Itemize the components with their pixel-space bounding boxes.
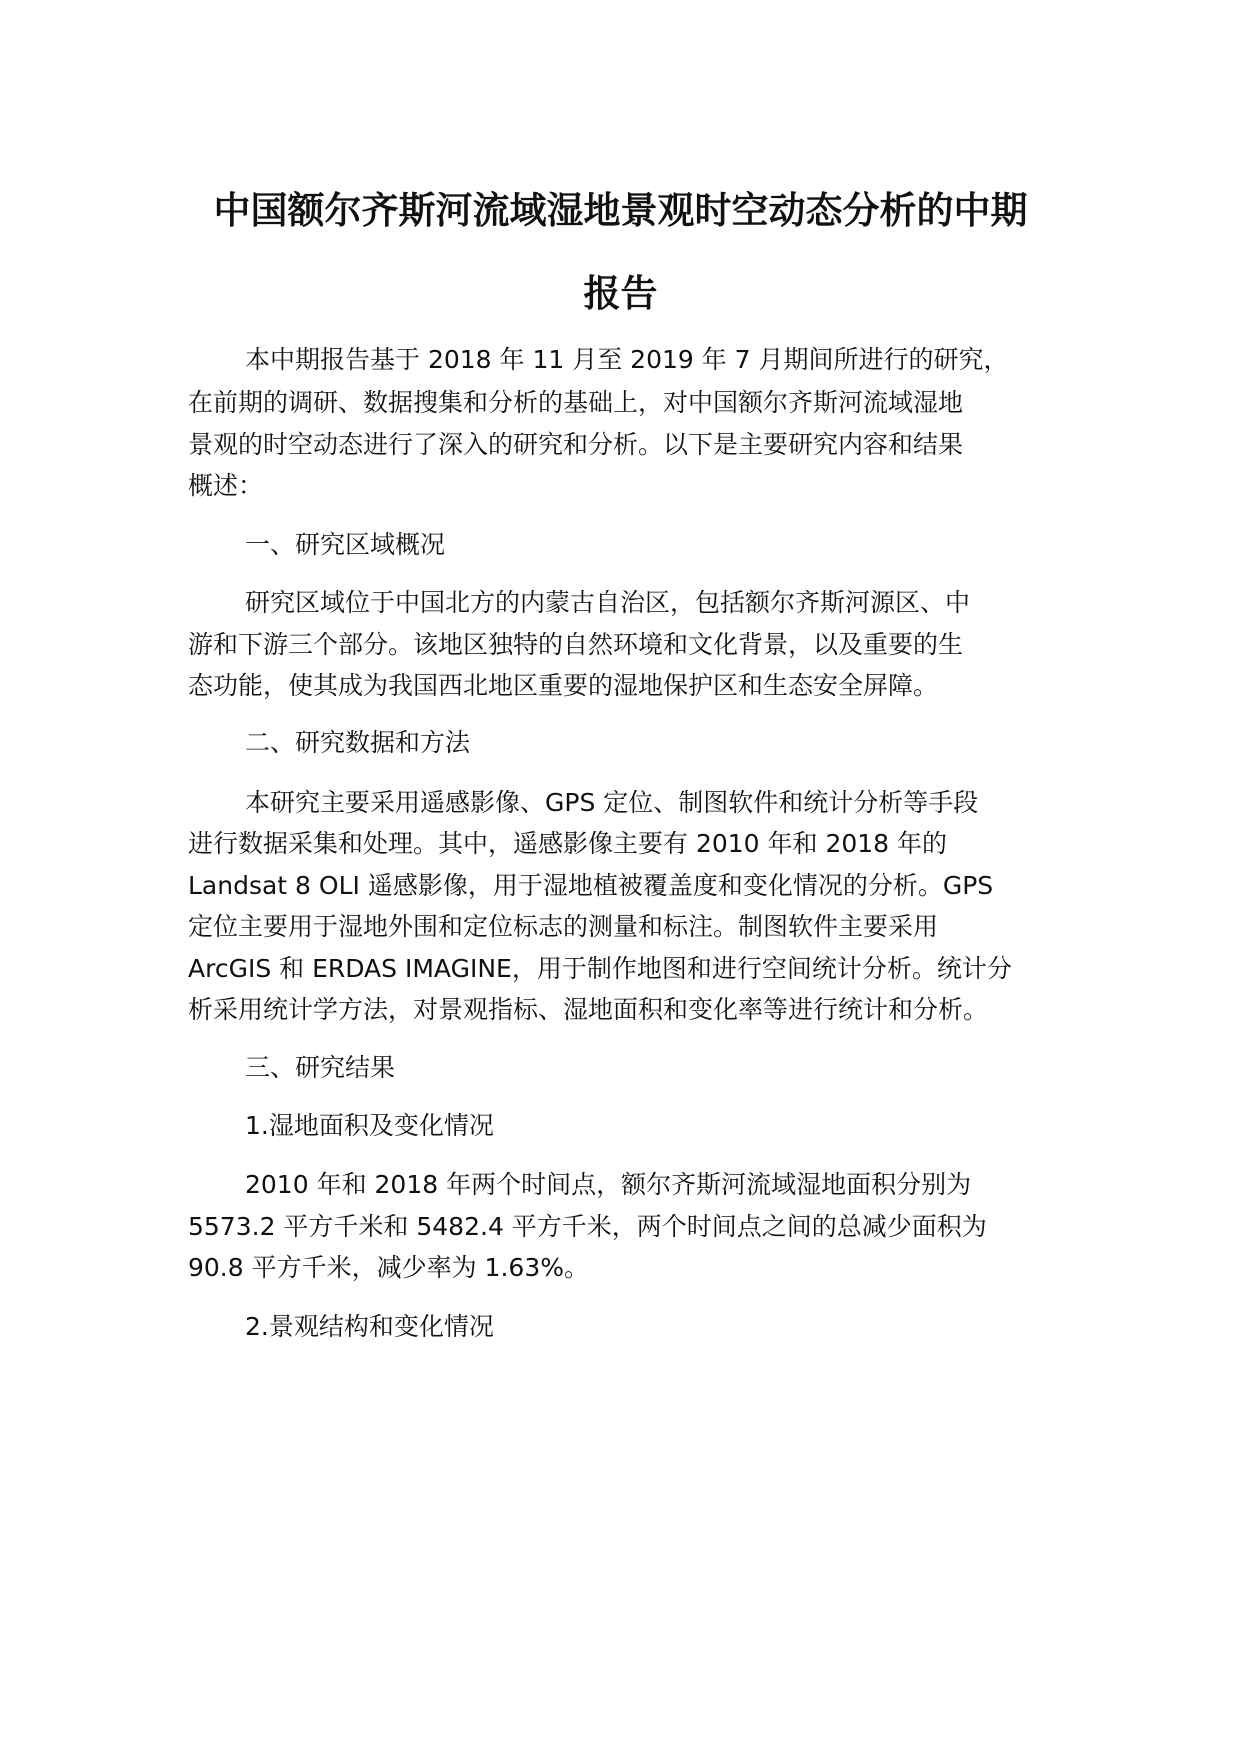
subsection1-line-1: 2010 年和 2018 年两个时间点，额尔齐斯河流域湿地面积分别为 [245, 1170, 972, 1199]
intro-line-3: 景观的时空动态进行了深入的研究和分析。以下是主要研究内容和结果 [188, 430, 964, 459]
subsection1-heading: 1.湿地面积及变化情况 [245, 1111, 494, 1140]
section2-line-6: 析采用统计学方法，对景观指标、湿地面积和变化率等进行统计和分析。 [188, 995, 989, 1024]
subsection1-line-3: 90.8 平方千米，减少率为 1.63%。 [188, 1253, 589, 1282]
section2-line-4: 定位主要用于湿地外围和定位标志的测量和标注。制图软件主要采用 [188, 912, 939, 941]
section1-line-1: 研究区域位于中国北方的内蒙古自治区，包括额尔齐斯河源区、中 [245, 588, 971, 617]
section1-line-3: 态功能，使其成为我国西北地区重要的湿地保护区和生态安全屏障。 [188, 671, 939, 700]
section2-line-1: 本研究主要采用遥感影像、GPS 定位、制图软件和统计分析等手段 [245, 788, 979, 817]
section2-line-2: 进行数据采集和处理。其中，遥感影像主要有 2010 年和 2018 年的 [188, 829, 948, 858]
section2-heading: 二、研究数据和方法 [245, 728, 471, 757]
intro-line-1: 本中期报告基于 2018 年 11 月至 2019 年 7 月期间所进行的研究， [245, 345, 1009, 374]
intro-line-2: 在前期的调研、数据搜集和分析的基础上，对中国额尔齐斯河流域湿地 [188, 388, 964, 417]
section3-heading: 三、研究结果 [245, 1053, 396, 1082]
section2-line-3: Landsat 8 OLI 遥感影像，用于湿地植被覆盖度和变化情况的分析。GPS [188, 871, 994, 900]
intro-line-4: 概述： [188, 471, 264, 500]
section1-line-2: 游和下游三个部分。该地区独特的自然环境和文化背景，以及重要的生 [188, 630, 964, 659]
subsection2-heading: 2.景观结构和变化情况 [245, 1312, 494, 1341]
section1-heading: 一、研究区域概况 [245, 530, 446, 559]
section2-line-5: ArcGIS 和 ERDAS IMAGINE，用于制作地图和进行空间统计分析。统计分 [188, 954, 1012, 983]
document-title-line-2: 报告 [583, 272, 658, 315]
document-title-line-1: 中国额尔齐斯河流域湿地景观时空动态分析的中期 [213, 189, 1028, 232]
subsection1-line-2: 5573.2 平方千米和 5482.4 平方千米，两个时间点之间的总减少面积为 [188, 1212, 987, 1241]
